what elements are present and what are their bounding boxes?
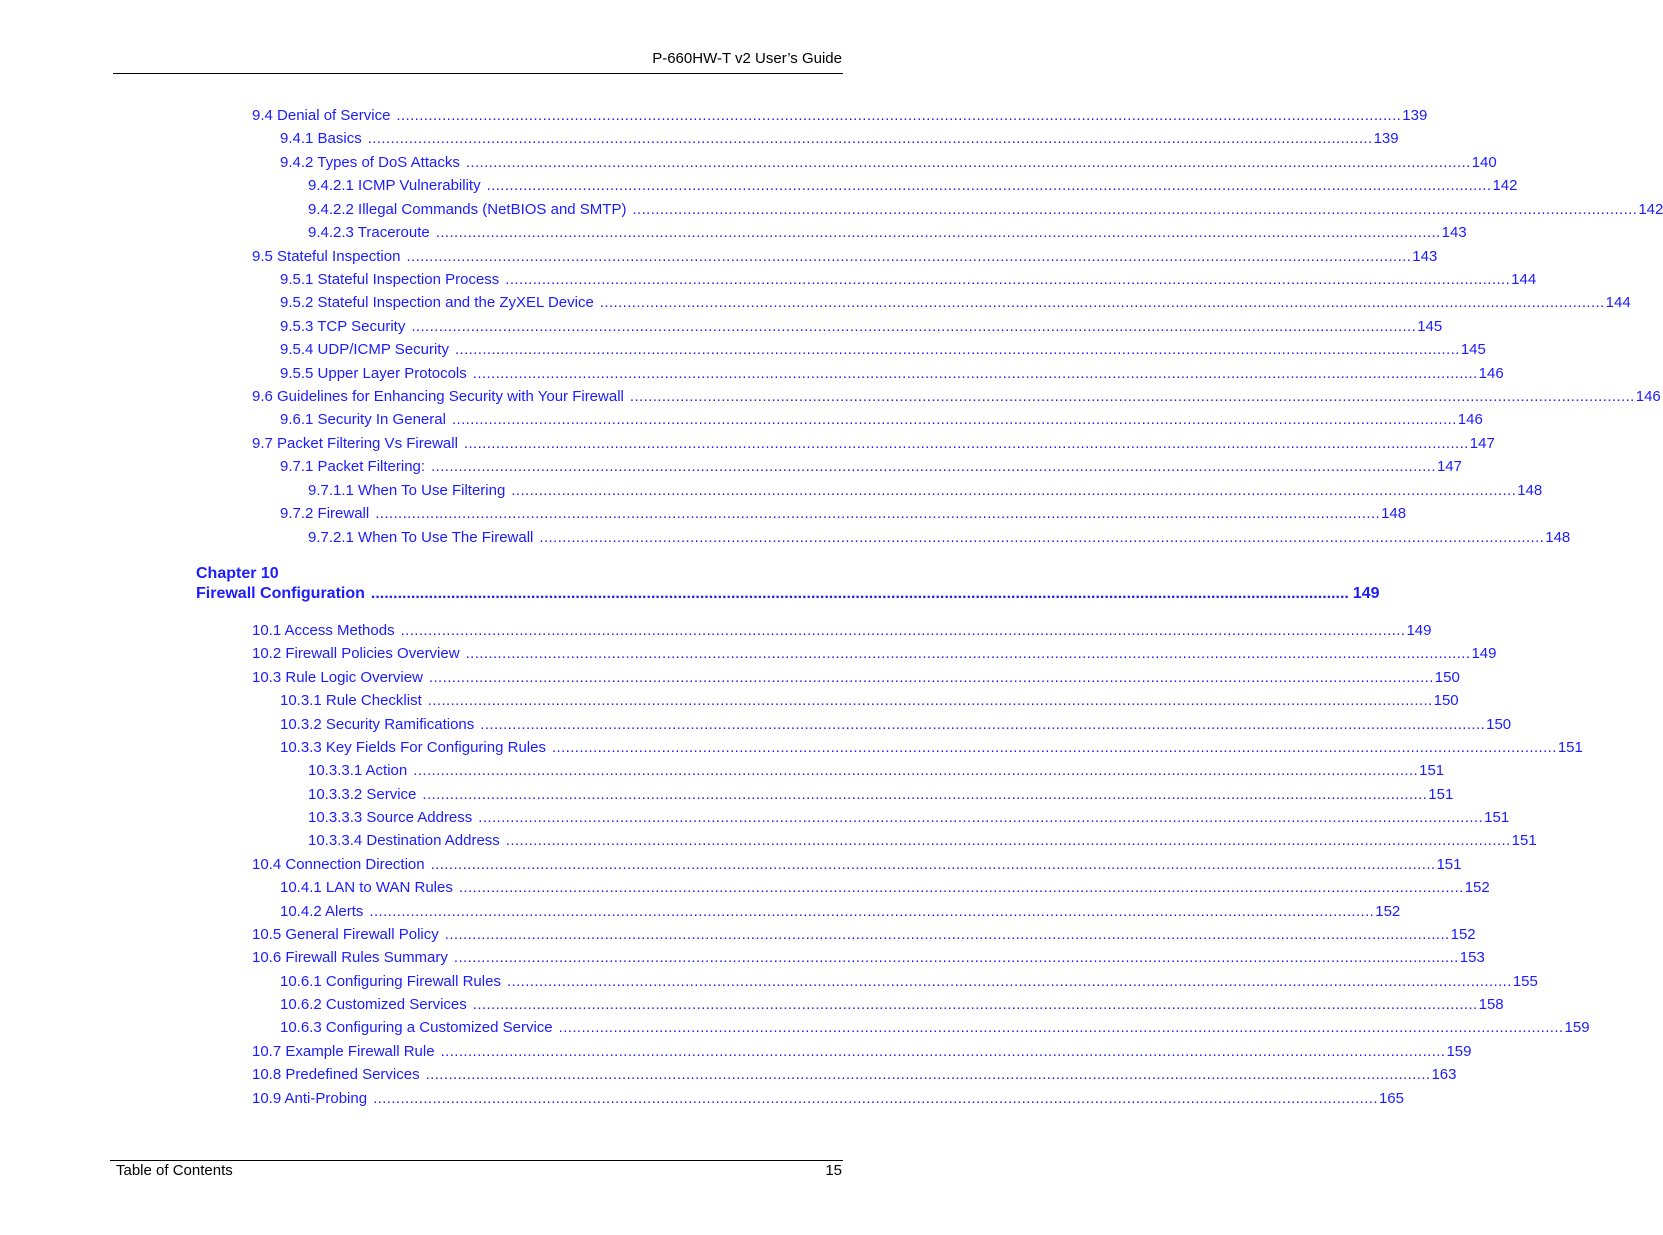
dot-leader: ............................................................................................................................................................................................................................ <box>431 458 1436 475</box>
dot-leader: ............................................................................................................................................................................................................................ <box>435 224 1441 241</box>
toc-entry[interactable] <box>280 270 1537 290</box>
toc-entry-page-number: 149 <box>1471 645 1497 662</box>
toc-entry-page-number: 144 <box>1511 271 1537 288</box>
toc-entry[interactable] <box>308 481 1543 501</box>
toc-entry-page-number: 163 <box>1431 1066 1457 1083</box>
toc-entry-label: 9.4.2.1 ICMP Vulnerability <box>308 177 481 194</box>
toc-entry-label: 10.4 Connection Direction <box>252 856 425 873</box>
toc-entry-label: 10.3.2 Security Ramifications <box>280 716 475 733</box>
dot-leader: ............................................................................................................................................................................................................................ <box>367 130 1373 147</box>
chapter-title: Firewall Configuration <box>196 585 365 602</box>
dot-leader: ............................................................................................................................................................................................................................ <box>632 201 1638 218</box>
toc-entry[interactable] <box>280 878 1490 898</box>
toc-entry-page-number: 143 <box>1412 248 1438 265</box>
toc-entry-label: 10.4.1 LAN to WAN Rules <box>280 879 453 896</box>
toc-entry-label: 9.7.2 Firewall <box>280 505 370 522</box>
toc-entry-page-number: 147 <box>1436 458 1462 475</box>
toc-entry-label: 9.4.2.2 Illegal Commands (NetBIOS and SMTP) <box>308 201 627 218</box>
toc-entry-page-number: 151 <box>1557 739 1583 756</box>
toc-entry[interactable] <box>252 106 1428 126</box>
toc-entry-label: 10.6.3 Configuring a Customized Service <box>280 1019 553 1036</box>
toc-entry[interactable] <box>280 1018 1590 1038</box>
dot-leader: ............................................................................................................................................................................................................................ <box>506 973 1512 990</box>
toc-entry-label: 10.6.2 Customized Services <box>280 996 467 1013</box>
toc-entry[interactable] <box>280 129 1399 149</box>
toc-entry-label: 9.4.2 Types of DoS Attacks <box>280 154 460 171</box>
toc-entry[interactable] <box>252 247 1438 267</box>
dot-leader: ............................................................................................................................................................................................................................ <box>505 271 1511 288</box>
toc-entry[interactable] <box>252 434 1495 454</box>
toc-entry-label: 9.5.2 Stateful Inspection and the ZyXEL Device <box>280 294 594 311</box>
dot-leader: ............................................................................................................................................................................................................................ <box>396 107 1402 124</box>
toc-entry[interactable] <box>308 785 1454 805</box>
toc-entry-label: 9.5.5 Upper Layer Protocols <box>280 365 467 382</box>
dot-leader: ............................................................................................................................................................................................................................ <box>375 505 1381 522</box>
toc-entry-label: 10.7 Example Firewall Rule <box>252 1043 435 1060</box>
toc-entry-page-number: 159 <box>1446 1043 1472 1060</box>
dot-leader: ............................................................................................................................................................................................................................ <box>444 926 1450 943</box>
toc-entry[interactable] <box>252 668 1460 688</box>
toc-entry-page-number: 155 <box>1512 973 1538 990</box>
toc-entry-label: 10.3.3.4 Destination Address <box>308 832 500 849</box>
toc-entry-label: 9.5.4 UDP/ICMP Security <box>280 341 449 358</box>
toc-entry-page-number: 150 <box>1434 669 1460 686</box>
toc-entry[interactable] <box>252 1065 1457 1085</box>
toc-entry[interactable] <box>252 1042 1472 1062</box>
toc-entry[interactable] <box>308 808 1510 828</box>
toc-entry-label: 9.5.1 Stateful Inspection Process <box>280 271 500 288</box>
dot-leader: ............................................................................................................................................................................................................................ <box>369 903 1375 920</box>
toc-entry[interactable] <box>280 364 1504 384</box>
dot-leader: ............................................................................................................................................................................................................................ <box>478 809 1484 826</box>
toc-entry[interactable] <box>280 738 1583 758</box>
toc-entry[interactable] <box>280 293 1631 313</box>
toc-entry-label: 9.4 Denial of Service <box>252 107 391 124</box>
toc-entry-page-number: 165 <box>1378 1090 1404 1107</box>
toc-entry-label: 10.6 Firewall Rules Summary <box>252 949 448 966</box>
toc-entry-label: 9.7.2.1 When To Use The Firewall <box>308 529 534 546</box>
toc-entry[interactable] <box>308 761 1445 781</box>
dot-leader: ............................................................................................................................................................................................................................ <box>411 318 1417 335</box>
toc-entry-label: 9.6 Guidelines for Enhancing Security with Your Firewall <box>252 388 624 405</box>
toc-entry[interactable] <box>308 176 1518 196</box>
dot-leader: ............................................................................................................................................................................................................................ <box>472 996 1478 1013</box>
toc-entry-page-number: 144 <box>1605 294 1631 311</box>
dot-leader: ............................................................................................................................................................................................................................ <box>430 856 1436 873</box>
dot-leader: ............................................................................................................................................................................................................................ <box>373 1090 1378 1107</box>
toc-entry-label: 10.4.2 Alerts <box>280 903 364 920</box>
chapter-page-number: 149 <box>1352 585 1380 602</box>
dot-leader: ............................................................................................................................................................................................................................ <box>440 1043 1446 1060</box>
dot-leader: ............................................................................................................................................................................................................................ <box>406 248 1412 265</box>
toc-entry[interactable] <box>252 644 1497 664</box>
toc-entry-label: 9.6.1 Security In General <box>280 411 446 428</box>
dot-leader: ............................................................................................................................................................................................................................ <box>427 692 1433 709</box>
toc-entry[interactable] <box>252 948 1485 968</box>
toc-entry-page-number: 153 <box>1459 949 1485 966</box>
toc-entry-label: 9.5.3 TCP Security <box>280 318 406 335</box>
toc-entry-page-number: 148 <box>1545 529 1571 546</box>
toc-entry-page-number: 147 <box>1469 435 1495 452</box>
toc-entry[interactable] <box>280 972 1538 992</box>
dot-leader: ............................................................................................................................................................................................................................ <box>629 388 1635 405</box>
toc-entry-page-number: 142 <box>1492 177 1518 194</box>
toc-entry-label: 9.4.2.3 Traceroute <box>308 224 430 241</box>
dot-leader: ............................................................................................................................................................................................................................ <box>400 622 1406 639</box>
toc-entry[interactable] <box>280 410 1483 430</box>
toc-entry[interactable] <box>280 340 1486 360</box>
dot-leader: ............................................................................................................................................................................................................................ <box>463 435 1469 452</box>
chapter-title-entry[interactable] <box>196 583 1380 605</box>
toc-entry-label: 9.7.1 Packet Filtering: <box>280 458 426 475</box>
dot-leader: ............................................................................................................................................................................................................................ <box>465 154 1471 171</box>
footer-section-title: Table of Contents <box>116 1162 233 1179</box>
toc-entry[interactable] <box>252 621 1432 641</box>
toc-entry-page-number: 159 <box>1564 1019 1590 1036</box>
dot-leader: ............................................................................................................................................................................................................................ <box>486 177 1492 194</box>
toc-entry-label: 10.8 Predefined Services <box>252 1066 420 1083</box>
toc-entry-label: 10.1 Access Methods <box>252 622 395 639</box>
toc-entry[interactable] <box>280 457 1462 477</box>
toc-entry[interactable] <box>252 1089 1404 1109</box>
dot-leader: ............................................................................................................................................................................................................................ <box>558 1019 1564 1036</box>
dot-leader: ............................................................................................................................................................................................................................ <box>480 716 1486 733</box>
toc-entry-label: 10.9 Anti-Probing <box>252 1090 368 1107</box>
toc-entry-page-number: 148 <box>1517 482 1543 499</box>
toc-entry-page-number: 152 <box>1375 903 1401 920</box>
toc-entry[interactable] <box>280 691 1459 711</box>
dot-leader: ............................................................................................................................................................................................................................ <box>413 762 1419 779</box>
toc-entry-page-number: 140 <box>1471 154 1497 171</box>
footer-page-number: 15 <box>825 1162 842 1179</box>
toc-entry-page-number: 150 <box>1486 716 1512 733</box>
toc-entry-page-number: 148 <box>1381 505 1407 522</box>
dot-leader: ............................................................................................................................................................................................................................ <box>511 482 1517 499</box>
toc-entry[interactable] <box>280 902 1401 922</box>
toc-entry[interactable] <box>280 995 1504 1015</box>
toc-entry-page-number: 152 <box>1450 926 1476 943</box>
toc-entry-page-number: 146 <box>1635 388 1661 405</box>
page-header-title: P-660HW-T v2 User’s Guide <box>652 50 842 67</box>
toc-entry-page-number: 139 <box>1373 130 1399 147</box>
toc-entry-label: 9.4.1 Basics <box>280 130 362 147</box>
toc-entry-page-number: 145 <box>1417 318 1443 335</box>
toc-entry-page-number: 145 <box>1460 341 1486 358</box>
toc-entry[interactable] <box>252 925 1476 945</box>
toc-entry-label: 10.3 Rule Logic Overview <box>252 669 423 686</box>
toc-entry-label: 9.7 Packet Filtering Vs Firewall <box>252 435 458 452</box>
toc-entry-page-number: 146 <box>1478 365 1504 382</box>
toc-entry[interactable] <box>252 387 1661 407</box>
toc-entry-page-number: 151 <box>1484 809 1510 826</box>
dot-leader: ............................................................................................................................................................................................................................ <box>458 879 1464 896</box>
dot-leader: ............................................................................................................................................................................................................................ <box>539 529 1545 546</box>
toc-entry[interactable] <box>280 317 1443 337</box>
toc-entry[interactable] <box>308 831 1537 851</box>
toc-entry-page-number: 149 <box>1406 622 1432 639</box>
toc-entry-label: 9.7.1.1 When To Use Filtering <box>308 482 506 499</box>
toc-entry-page-number: 151 <box>1511 832 1537 849</box>
dot-leader: ............................................................................................................................................................................................................................ <box>428 669 1434 686</box>
toc-entry-page-number: 143 <box>1441 224 1467 241</box>
toc-entry-page-number: 151 <box>1419 762 1445 779</box>
dot-leader: ............................................................................................................................................................................................................................ <box>465 645 1471 662</box>
chapter-label[interactable]: Chapter 10 <box>196 565 279 582</box>
toc-entry-page-number: 150 <box>1433 692 1459 709</box>
toc-entry-label: 9.5 Stateful Inspection <box>252 248 401 265</box>
dot-leader: ............................................................................................................................................................................................................................ <box>472 365 1478 382</box>
toc-entry-label: 10.3.3.2 Service <box>308 786 417 803</box>
toc-entry-page-number: 151 <box>1436 856 1462 873</box>
toc-entry[interactable] <box>308 528 1571 548</box>
toc-entry-label: 10.3.3 Key Fields For Configuring Rules <box>280 739 546 756</box>
dot-leader: ............................................................................................................................................................................................................................ <box>451 411 1457 428</box>
toc-entry-label: 10.3.1 Rule Checklist <box>280 692 422 709</box>
toc-entry[interactable] <box>280 153 1497 173</box>
toc-entry[interactable] <box>252 855 1462 875</box>
toc-entry[interactable] <box>280 504 1407 524</box>
toc-entry-page-number: 158 <box>1478 996 1504 1013</box>
dot-leader: ............................................................................................................................................................................................................................ <box>505 832 1511 849</box>
dot-leader: ............................................................................................................................................................................................................................ <box>370 585 1349 602</box>
toc-entry[interactable] <box>308 200 1663 220</box>
dot-leader: ............................................................................................................................................................................................................................ <box>551 739 1557 756</box>
dot-leader: ............................................................................................................................................................................................................................ <box>453 949 1459 966</box>
toc-entry[interactable] <box>280 715 1512 735</box>
toc-entry-page-number: 146 <box>1457 411 1483 428</box>
toc-entry-page-number: 142 <box>1638 201 1663 218</box>
dot-leader: ............................................................................................................................................................................................................................ <box>425 1066 1431 1083</box>
toc-entry[interactable] <box>308 223 1467 243</box>
toc-entry-label: 10.3.3.1 Action <box>308 762 408 779</box>
toc-entry-label: 10.3.3.3 Source Address <box>308 809 473 826</box>
dot-leader: ............................................................................................................................................................................................................................ <box>599 294 1605 311</box>
dot-leader: ............................................................................................................................................................................................................................ <box>454 341 1460 358</box>
toc-entry-page-number: 152 <box>1464 879 1490 896</box>
dot-leader: ............................................................................................................................................................................................................................ <box>422 786 1428 803</box>
toc-entry-label: 10.5 General Firewall Policy <box>252 926 439 943</box>
toc-entry-page-number: 139 <box>1402 107 1428 124</box>
toc-entry-page-number: 151 <box>1428 786 1454 803</box>
toc-entry-label: 10.6.1 Configuring Firewall Rules <box>280 973 501 990</box>
toc-entry-label: 10.2 Firewall Policies Overview <box>252 645 460 662</box>
